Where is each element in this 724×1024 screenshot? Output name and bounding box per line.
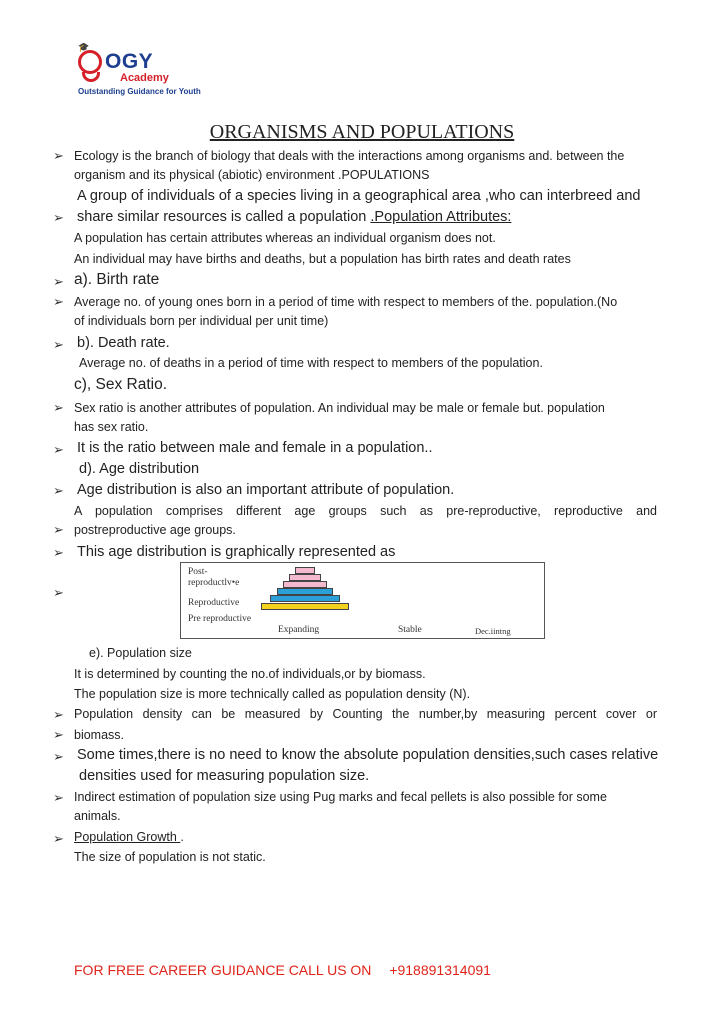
- text-span: share similar resources is called a population: [77, 209, 371, 225]
- text-line: Average no. of deaths in a period of time with respect to members of the population.: [79, 356, 543, 370]
- text-line: An individual may have births and deaths, but a population has birth rates and death rates: [74, 252, 571, 266]
- pyramid-bar-pre: [261, 603, 349, 610]
- text-line: densities used for measuring population size.: [79, 768, 370, 784]
- pyramid-bar-reproductive: [277, 588, 333, 595]
- text-line: organism and its physical (abiotic) environment .POPULATIONS: [74, 168, 430, 182]
- bullet-icon: ➢: [53, 790, 64, 805]
- population-growth-heading: Population Growth: [74, 830, 181, 844]
- subheading-sex-ratio: c), Sex Ratio.: [74, 376, 168, 393]
- text-line: [74, 829, 184, 845]
- text-line: biomass.: [74, 728, 125, 742]
- bullet-icon: ➢: [53, 545, 64, 560]
- subheading-population-size: e). Population size: [89, 646, 192, 660]
- text-line: Age distribution is also an important attribute of population.: [77, 482, 455, 498]
- bullet-icon: ➢: [53, 294, 64, 309]
- text-span: .: [180, 830, 184, 844]
- bullet-icon: ➢: [53, 483, 64, 498]
- bullet-icon: ➢: [53, 585, 64, 600]
- footer-text: FOR FREE CAREER GUIDANCE CALL US ON: [74, 962, 372, 978]
- text-line: A population has certain attributes whereas an individual organism does not.: [74, 231, 496, 245]
- text-line: Average no. of young ones born in a period of time with respect to members of the. population.(No: [74, 295, 618, 309]
- text-line: It is determined by counting the no.of individuals,or by biomass.: [74, 667, 426, 681]
- text-line: postreproductive age groups.: [74, 523, 236, 537]
- bullet-icon: ➢: [53, 400, 64, 415]
- stable-label: Stable: [398, 625, 422, 635]
- text-line: This age distribution is graphically represented as: [77, 544, 396, 560]
- footer-phone: +918891314091: [389, 962, 491, 978]
- pyramid-bar-post: [283, 581, 327, 588]
- bullet-icon: ➢: [53, 707, 64, 722]
- text-line: Population density can be measured by Counting the number,by measuring percent cover or: [74, 707, 657, 721]
- text-line: A population comprises different age groups such as pre-reproductive, reproductive and: [74, 504, 657, 518]
- subheading-death-rate: b). Death rate.: [77, 335, 170, 351]
- age-pyramid-diagram: [180, 562, 545, 639]
- text-line: A group of individuals of a species living in a geographical area ,who can interbreed and: [77, 188, 641, 204]
- bullet-icon: ➢: [53, 210, 64, 225]
- declining-label: Dec.iintng: [475, 626, 511, 636]
- text-line: has sex ratio.: [74, 420, 149, 434]
- pyramid-bar-post: [289, 574, 321, 581]
- text-line: The population size is more technically called as population density (N).: [74, 687, 471, 701]
- graduation-cap-icon: 🎓: [78, 42, 90, 52]
- text-line: animals.: [74, 809, 121, 823]
- pre-reproductive-label: Pre reproductive: [188, 614, 252, 624]
- bullet-icon: ➢: [53, 727, 64, 742]
- logo-tagline: Outstanding Guidance for Youth: [78, 87, 201, 96]
- bullet-icon: ➢: [53, 522, 64, 537]
- logo-g-tail: [82, 72, 100, 82]
- footer-cta: [74, 962, 491, 978]
- text-line: [77, 209, 511, 225]
- bullet-icon: ➢: [53, 148, 64, 163]
- logo-academy: Academy: [120, 72, 169, 84]
- logo-g-mark: [78, 50, 102, 74]
- bullet-icon: ➢: [53, 337, 64, 352]
- text-line: Some times,there is no need to know the absolute population densities,such cases relative: [77, 747, 659, 763]
- text-line: It is the ratio between male and female in a population..: [77, 440, 433, 456]
- expanding-label: Expanding: [278, 625, 320, 635]
- page-title: ORGANISMS AND POPULATIONS: [209, 121, 515, 143]
- subheading-age-distribution: d). Age distribution: [79, 461, 200, 477]
- text-line: The size of population is not static.: [74, 850, 266, 864]
- subheading-birth-rate: a). Birth rate: [74, 271, 160, 288]
- logo-brand: OGY: [105, 50, 154, 73]
- text-line: Indirect estimation of population size using Pug marks and fecal pellets is also possible for some: [74, 790, 607, 804]
- post-reproductive-label: Post-: [188, 567, 208, 577]
- academy-logo: [72, 42, 202, 100]
- reproductive-label: Reproductive: [188, 598, 240, 608]
- text-line: Ecology is the branch of biology that deals with the interactions among organisms and. between the: [74, 149, 625, 163]
- pyramid-bar-reproductive: [270, 595, 340, 602]
- bullet-icon: ➢: [53, 442, 64, 457]
- text-line: Sex ratio is another attributes of population. An individual may be male or female but. population: [74, 401, 605, 415]
- post-reproductive-label: reproductlv•e: [188, 578, 240, 588]
- bullet-icon: ➢: [53, 831, 64, 846]
- pyramid-bar-post: [295, 567, 315, 574]
- text-line: of individuals born per individual per unit time): [74, 314, 329, 328]
- bullet-icon: ➢: [53, 749, 64, 764]
- population-attributes-heading: .Population Attributes:: [370, 209, 512, 225]
- bullet-icon: ➢: [53, 274, 64, 289]
